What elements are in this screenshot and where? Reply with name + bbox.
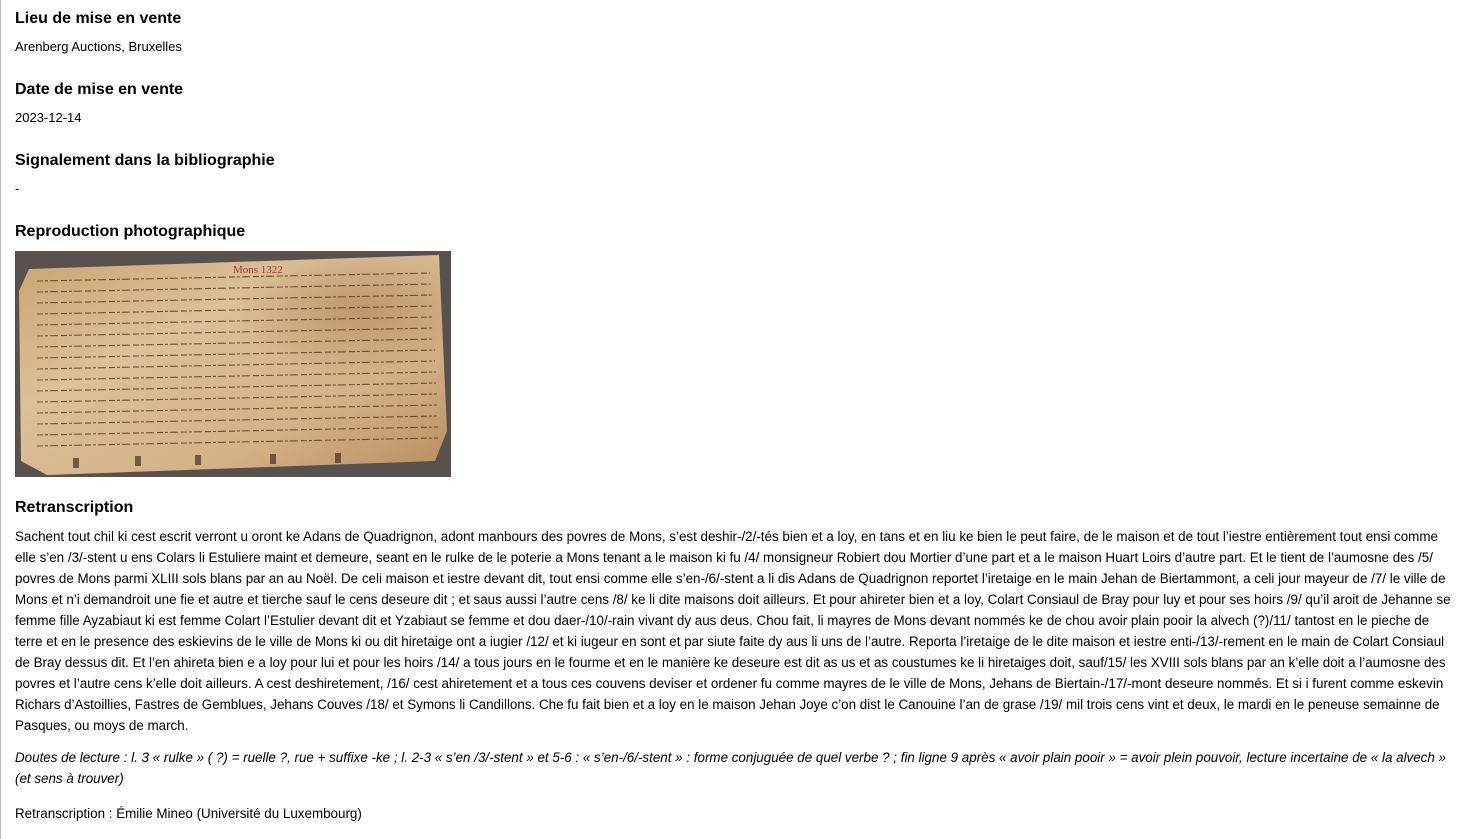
- transcription-credit: Retranscription : Émilie Mineo (Université du Luxembourg): [15, 806, 362, 821]
- value-signalement: -: [15, 181, 20, 196]
- heading-retranscription: Retranscription: [15, 499, 134, 516]
- value-date: 2023-12-14: [15, 110, 82, 125]
- heading-reproduction: Reproduction photographique: [15, 223, 246, 240]
- value-lieu: Arenberg Auctions, Bruxelles: [15, 39, 182, 54]
- heading-date: Date de mise en vente: [15, 81, 184, 98]
- manuscript-photo[interactable]: [15, 251, 451, 477]
- parchment-image: [15, 251, 451, 477]
- heading-signalement: Signalement dans la bibliographie: [15, 152, 275, 169]
- left-border: [0, 0, 1, 839]
- reading-doubts: Doutes de lecture : l. 3 « rulke » ( ?) = ruelle ?, rue + suffixe -ke ; l. 2-3 « s’en /3/-stent » et 5-6 : « s’en-/6/-stent » : forme conjuguée de quel verbe ? ; fin ligne 9 après « avoir plain pooir » = avoir plein pouvoir, lecture incertaine de « la alvech » (et sens à trouver): [15, 750, 1446, 786]
- transcription-text: Sachent tout chil ki cest escrit verront u oront ke Adans de Quadrignon, adont manbours des povres de Mons, s’est deshir-/2/-tés bien et a loy, en tans et en liu ke bien le peut faire, de le maison et de tout l’iestre entièrement tout ensi comme elle s’en /3/-stent u ens Colars li Estuliere maint et demeure, seant en le rulke de le poterie a Mons tenant a le maison ki fu /4/ monsigneur Robiert dou Mortier d’une part et a le maison Huart Loirs d’autre part. Et le tient de l’aumosne des /5/ povres de Mons parmi XLIII sols blans par an au Noël. De celi maison et iestre devant dit, tout ensi comme elle s’en-/6/-stent a li dis Adans de Quadrignon reportet l’iretaige en le main Jehan de Biertammont, a celi jour mayeur de /7/ le ville de Mons et n’i demandroit une fie et autre et tierche sauf le cens deseure dit ; et saus aussi l’autre cens /8/ ke li dite maisons doit ailleurs. Et pour ahireter bien et a loy, Colart Consiaul de Bray pour luy et pour ses hoirs /9/ qu’il aroit de Jehanne se femme fille Ayzabiaut ki est femme Colart l’Estulier devant dit et Yzabiaut se femme et dou daer-/10/-rain vivant dy aus deus. Chou fait, li mayres de Mons devant nommés ke de chou avoir plain pooir la alvech (?)/11/ tantost en le pieche de terre et en le presence des eskievins de le ville de Mons ki ou dit hiretaige ont a iugier /12/ et ki iugeur en sont et par siute faite dy aus li uns de l’autre. Reporta l’iretaige de le dite maison et iestre enti-/13/-rement en le main de Colart Consiaul de Bray dessus dit. Et l’en ahireta bien e a loy pour lui et pour les hoirs /14/ a tous jours en le fourme et en le manière ke deseure est dit as us et as coustumes ke li hiretaiges doit, sauf/15/ les XVIII sols blans par an k’elle doit a l’aumosne des povres et l’autre cens k’elle doit ailleurs. A cest deshiretement, /16/ cest ahiretement et a tous ces couvens deviser et ordener fu comme mayres de le ville de Mons, Jehans de Biertain-/17/-mont deseure nommés. Et si i furent comme eskevin Richars d’Astoillies, Fastres de Gemblues, Jehans Couves /18/ et Symons li Candillons. Che fu fait bien et a loy en le maison Jehan Joye c’on dist le Canouine l’an de grase /19/ mil trois cens vint et deux, le mardi en le peneuse semainne de Pasques, ou moys de march.: [15, 529, 1451, 733]
- heading-lieu: Lieu de mise en vente: [15, 10, 182, 27]
- red-inscription: Mons 1322: [233, 264, 283, 276]
